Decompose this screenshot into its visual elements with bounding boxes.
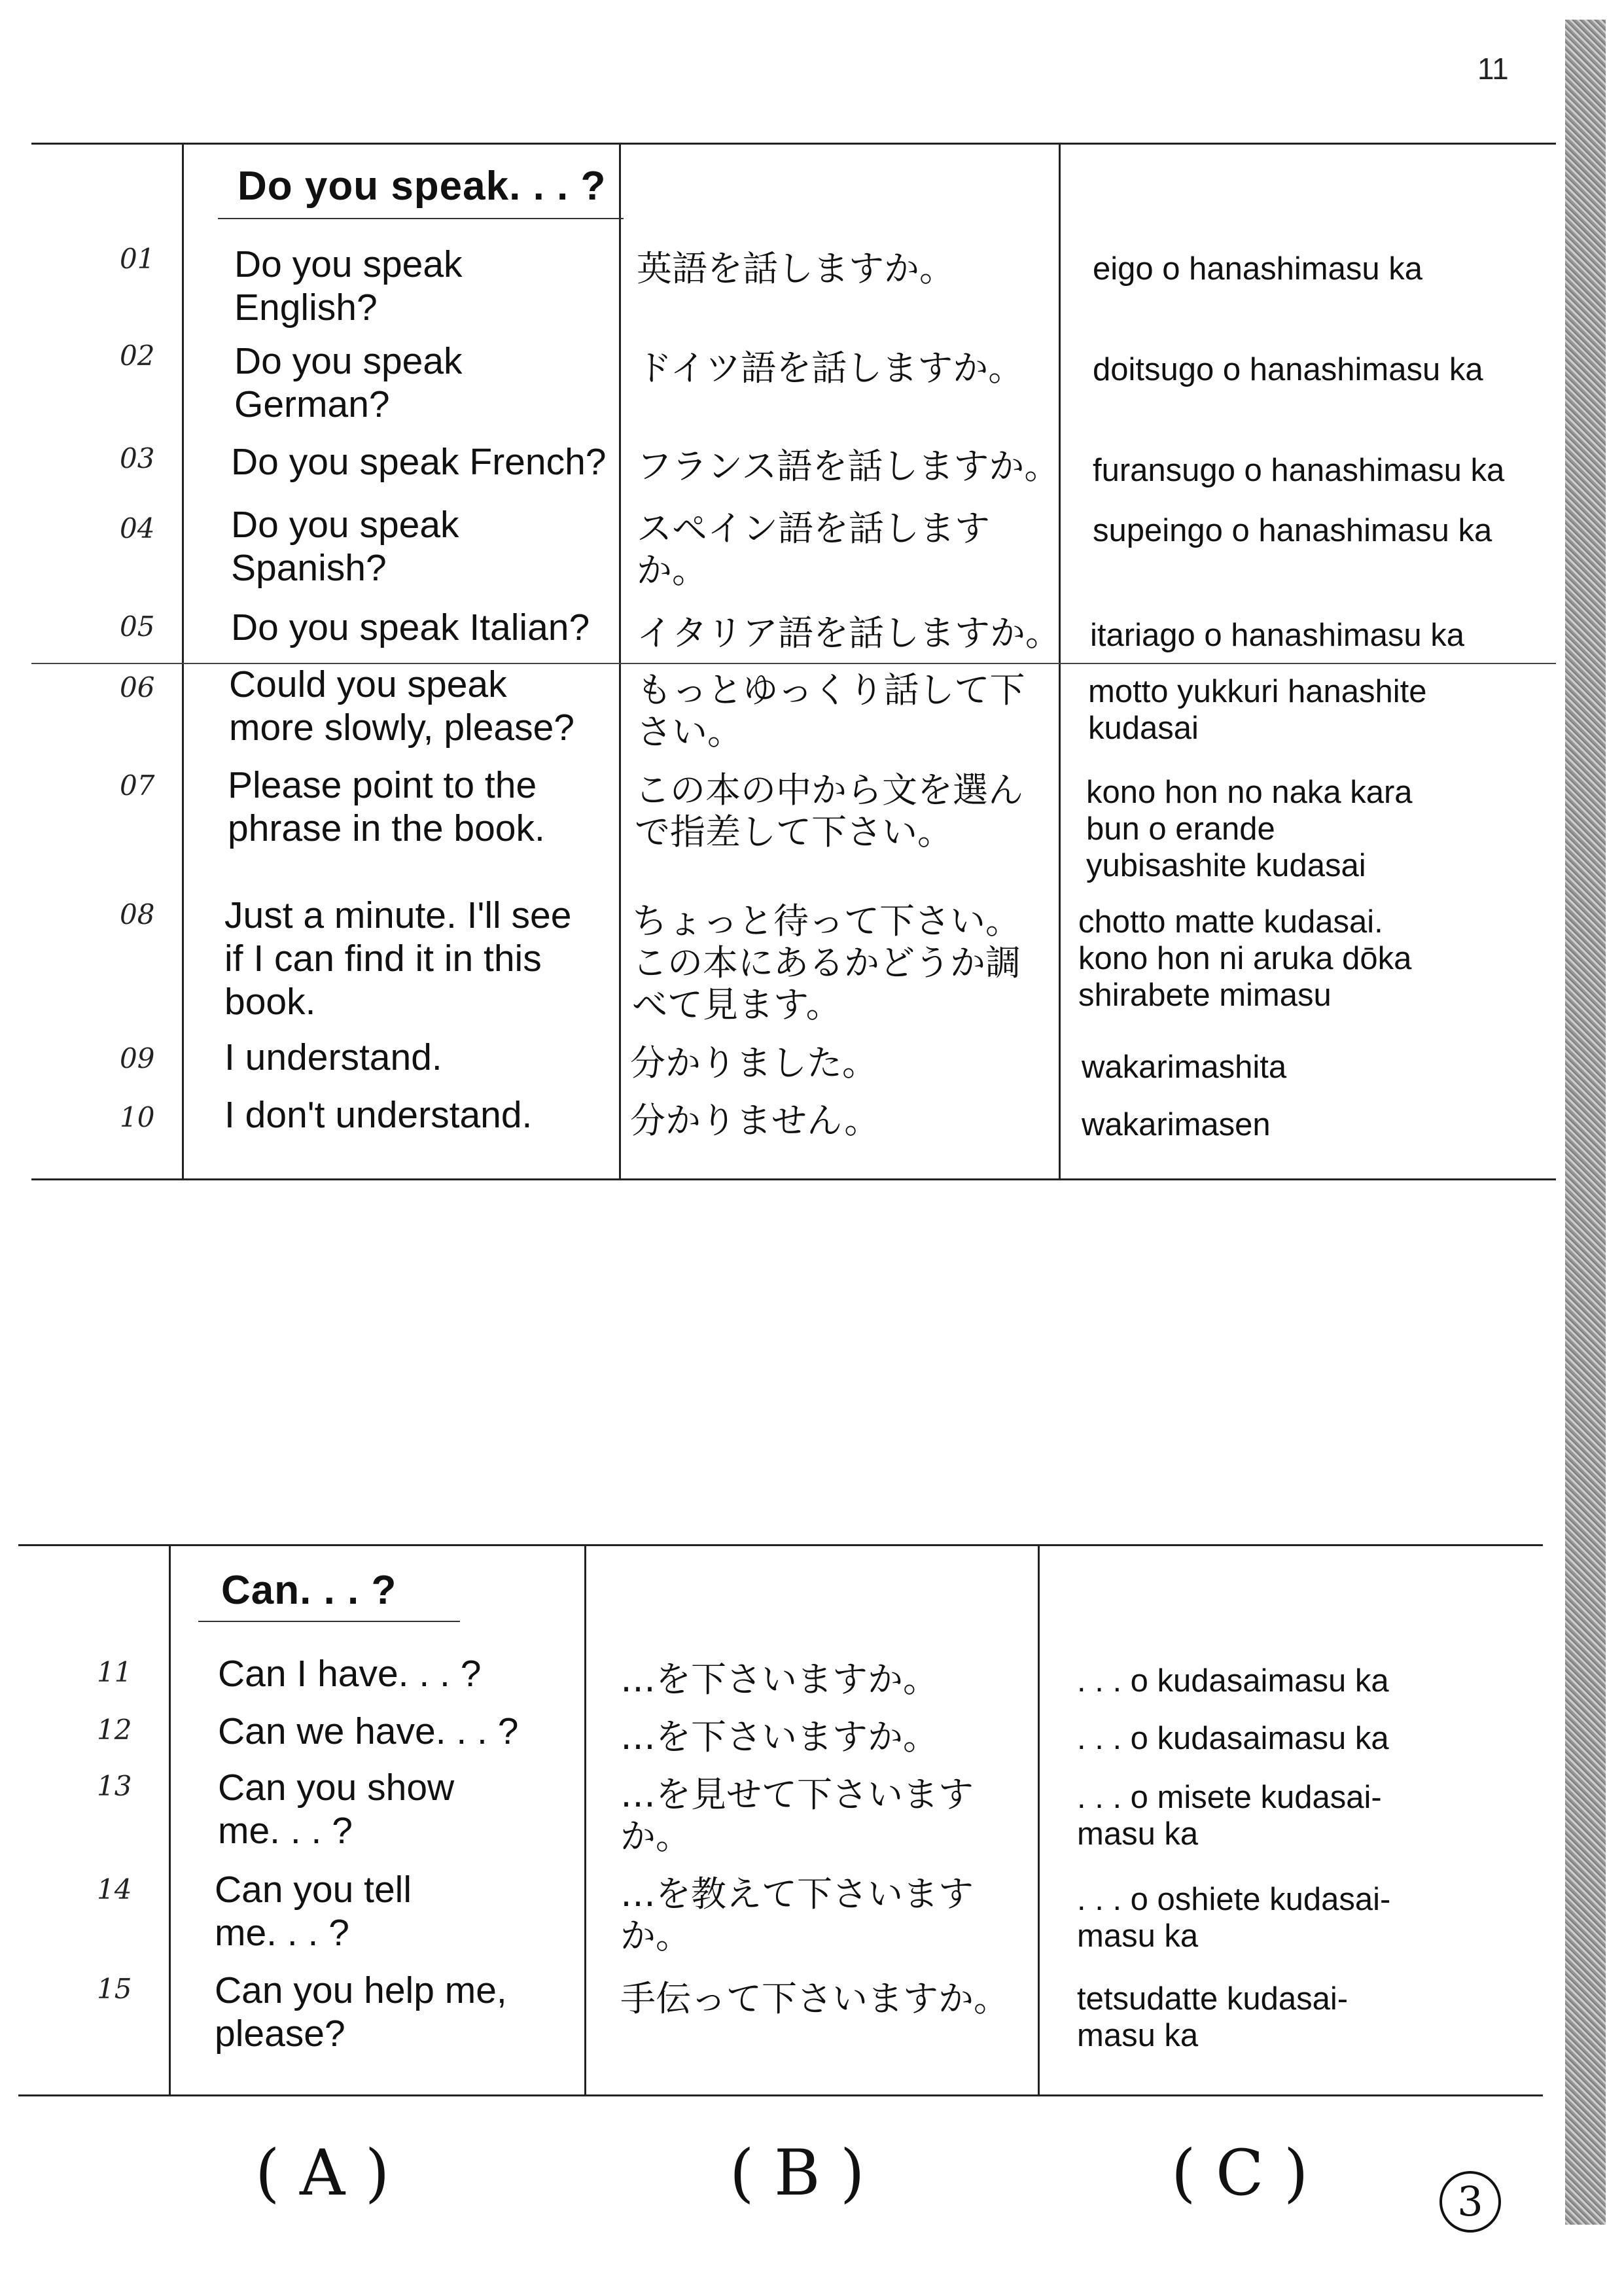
japanese-phrase: ちょっと待って下さい。 この本にあるかどうか調 べて見ます。 <box>632 900 1021 1025</box>
row-number: 09 <box>120 1042 155 1074</box>
japanese-phrase: 手伝って下さいますか。 <box>620 1978 1009 2019</box>
section-do-you-speak <box>31 143 1556 1180</box>
japanese-phrase: …を下さいますか。 <box>620 1716 938 1757</box>
row-number: 10 <box>120 1101 155 1133</box>
row-number: 04 <box>120 512 155 544</box>
row-number: 08 <box>120 898 155 930</box>
romaji-phrase: wakarimashita <box>1082 1050 1287 1085</box>
japanese-phrase: この本の中から文を選ん で指差して下さい。 <box>635 769 1023 853</box>
english-phrase: I understand. <box>224 1036 442 1078</box>
romaji-phrase: kono hon no naka kara bun o erande yubisashite kudasai <box>1086 775 1413 883</box>
romaji-phrase: itariago o hanashimasu ka <box>1090 618 1465 653</box>
english-phrase: Do you speak French? <box>231 441 607 483</box>
english-phrase: Do you speak German? <box>234 340 463 425</box>
romaji-phrase: wakarimasen <box>1082 1107 1271 1142</box>
english-phrase: Could you speak more slowly, please? <box>229 663 575 749</box>
row-number: 13 <box>97 1770 132 1802</box>
japanese-phrase: 英語を話しますか。 <box>637 248 955 289</box>
column-label-a: ( A ) <box>255 2136 390 2210</box>
english-phrase: Can I have. . . ? <box>218 1653 482 1695</box>
english-phrase: Can we have. . . ? <box>218 1710 519 1752</box>
row-number: 05 <box>120 610 155 643</box>
romaji-phrase: furansugo o hanashimasu ka <box>1093 453 1505 488</box>
romaji-phrase: . . . o misete kudasai- masu ka <box>1077 1780 1382 1852</box>
circled-number: 3 <box>1439 2171 1501 2233</box>
english-phrase: Just a minute. I'll see if I can find it in this book. <box>224 894 572 1023</box>
english-phrase: Do you speak Spanish? <box>231 504 459 589</box>
romaji-phrase: supeingo o hanashimasu ka <box>1093 513 1492 548</box>
row-number: 03 <box>120 442 155 474</box>
row-number: 14 <box>97 1873 132 1905</box>
japanese-phrase: …を下さいますか。 <box>620 1659 938 1700</box>
column-label-c: ( C ) <box>1171 2136 1309 2210</box>
romaji-phrase: chotto matte kudasai. kono hon ni aruka dōka shirabete mimasu <box>1078 904 1412 1013</box>
english-phrase: Do you speak Italian? <box>231 607 590 648</box>
romaji-phrase: eigo o hanashimasu ka <box>1093 251 1422 287</box>
row-number: 07 <box>120 769 155 802</box>
english-phrase: Can you show me. . . ? <box>218 1767 455 1852</box>
romaji-phrase: motto yukkuri hanashite kudasai <box>1088 674 1427 746</box>
romaji-phrase: . . . o kudasaimasu ka <box>1077 1663 1389 1699</box>
japanese-phrase: ドイツ語を話しますか。 <box>637 347 1024 389</box>
romaji-phrase: . . . o kudasaimasu ka <box>1077 1721 1389 1756</box>
section-title: Can. . . ? <box>221 1568 397 1613</box>
japanese-phrase: フランス語を話しますか。 <box>637 446 1060 487</box>
page-number: 11 <box>1477 52 1509 86</box>
romaji-phrase: doitsugo o hanashimasu ka <box>1093 352 1483 387</box>
english-phrase: I don't understand. <box>224 1094 533 1136</box>
row-number: 12 <box>97 1714 132 1746</box>
japanese-phrase: …を見せて下さいます か。 <box>620 1774 974 1857</box>
row-number: 11 <box>97 1656 132 1688</box>
row-number: 01 <box>120 243 155 275</box>
section-can <box>18 1544 1543 2096</box>
japanese-phrase: …を教えて下さいます か。 <box>620 1873 974 1956</box>
romaji-phrase: . . . o oshiete kudasai- masu ka <box>1077 1882 1391 1954</box>
english-phrase: Do you speak English? <box>234 243 463 328</box>
english-phrase: Can you tell me. . . ? <box>215 1869 412 1954</box>
japanese-phrase: スペイン語を話します か。 <box>637 508 990 591</box>
romaji-phrase: tetsudatte kudasai- masu ka <box>1077 1981 1349 2053</box>
japanese-phrase: イタリア語を話しますか。 <box>637 612 1061 654</box>
japanese-phrase: 分かりません。 <box>630 1100 880 1141</box>
row-number: 15 <box>97 1973 132 2005</box>
english-phrase: Please point to the phrase in the book. <box>228 764 545 849</box>
row-number: 06 <box>120 671 155 703</box>
column-label-b: ( B ) <box>730 2136 865 2210</box>
section-title: Do you speak. . . ? <box>238 164 607 209</box>
japanese-phrase: もっとゆっくり話して下 さい。 <box>637 669 1025 752</box>
english-phrase: Can you help me, please? <box>215 1969 507 2055</box>
row-number: 02 <box>120 340 155 372</box>
scan-edge-strip <box>1565 20 1606 2225</box>
japanese-phrase: 分かりました。 <box>630 1042 877 1084</box>
